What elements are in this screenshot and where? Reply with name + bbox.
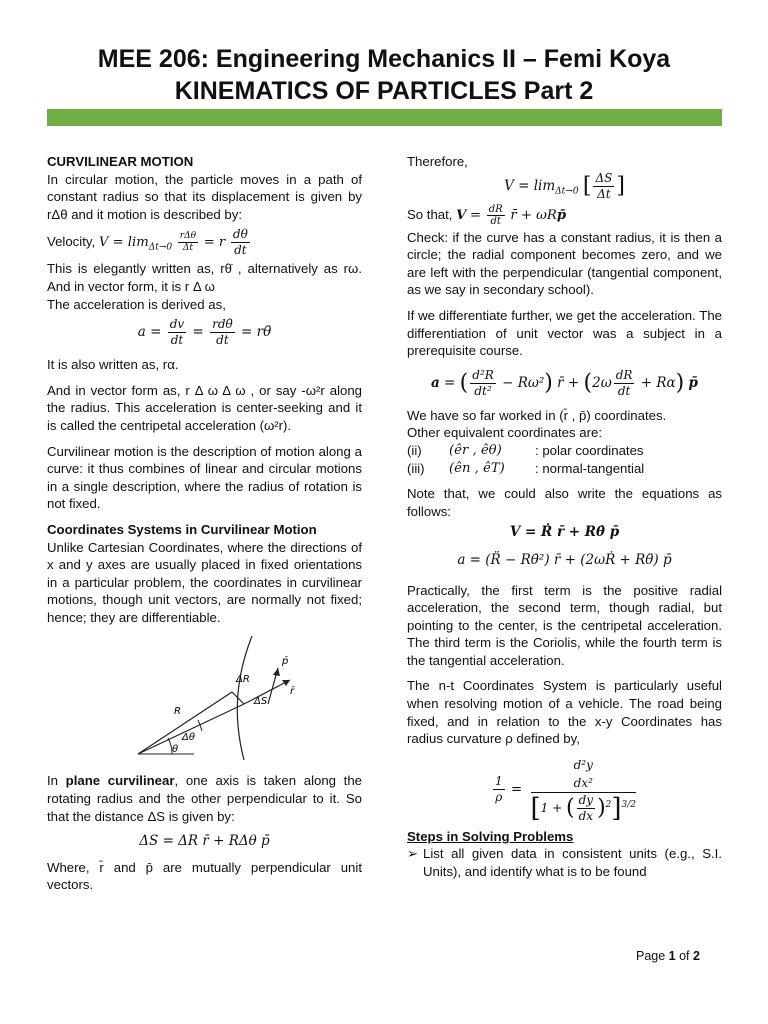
list-item-text: List all given data in consistent units (e.g., S.I. Units), and identify what is to be found [423, 846, 722, 880]
velocity-limit-equation: $V = \lim_{\Delta t\to 0}$ [ $\frac{\Delta S}{\Delta t}$ ] [504, 170, 625, 201]
bold-term: plane curvilinear [65, 773, 175, 789]
coordinate-item [407, 442, 722, 460]
current-page: 1 [668, 949, 676, 963]
heading-curvilinear-motion: CURVILINEAR MOTION [47, 154, 194, 169]
coordinate-pair: (ên , êT) [449, 460, 505, 476]
curvature-equation: $\frac{1}{\rho}$ = d²y dx² [1 + ( $\frac{dy}{dx}$ )$^2$]$^{3/2}$ [494, 757, 637, 824]
velocity-equation: Velocity, $V = \lim_{\Delta t\to 0}$ $\frac{\text{rΔθ}}{\Delta t}$ = r $\frac{d\theta}{dt}$ [47, 227, 248, 258]
text: In [47, 773, 66, 789]
figure-label-dtheta: Δθ [182, 732, 195, 744]
figure-label-dS: ΔS [254, 696, 268, 708]
velocity-vector-equation: So that, V = $\frac{dR}{dt}$ r̄ + ωRp̄ [407, 203, 567, 227]
paragraph: If we differentiate further, we get the acceleration. The differentiation of unit vector was a subject in a prerequisite course. [407, 307, 722, 359]
paragraph: Practically, the first term is the positive radial acceleration, the second term, though radial, but pointing to the center, is the centripetal acceleration. The third term is the Coriolis, while the fourth term is the tangential acceleration. [407, 582, 722, 668]
acceleration-equation: a = $\frac{dv}{dt}$ = $\frac{\text{rdθ̇}}{dt}$ = rθ̈ [137, 317, 272, 348]
figure-label-p: p̄ [282, 656, 289, 668]
figure-label-R: R [174, 706, 181, 718]
paragraph: This is elegantly written as, rθ̇ , alternatively as rω. And in vector form, it is r Δ ω [47, 261, 362, 294]
list-item [407, 845, 722, 880]
coordinate-description: : polar coordinates [535, 442, 644, 458]
paragraph: Therefore, [407, 154, 468, 169]
paragraph: The acceleration is derived as, [47, 296, 226, 312]
coordinate-number: (iii) [407, 460, 425, 476]
paragraph: Note that, we could also write the equations as follows: [407, 486, 722, 519]
text: Page [636, 949, 669, 963]
paragraph: It is also written as, rα. [47, 357, 179, 373]
text: , one axis is taken along the rotating radius and the other perpendicular to it. So that the distance ΔS is given by: [47, 773, 362, 824]
document-title: MEE 206: Engineering Mechanics II – Femi Koya [97, 45, 671, 73]
acceleration-dot-equation: a = (R̈ − Rθ̇²) r̄ + (2ωṘ + Rθ̈) p̄ [457, 551, 672, 568]
paragraph: Where, r̄ and p̄ are mutually perpendicular unit vectors. [47, 859, 362, 893]
paragraph: Other equivalent coordinates are: [407, 425, 602, 441]
heading-steps: Steps in Solving Problems [407, 828, 574, 844]
coordinate-description: : normal-tangential [535, 460, 645, 476]
arrow-bullet-icon: ➢ [407, 846, 419, 862]
text: of [675, 949, 693, 963]
acceleration-vector-equation: a = ( $\frac{\text{d²R}}{\text{dt²}}$ − Rω²) r̄ + (2ω $\frac{dR}{dt}$ + Rα) p̄ [431, 367, 698, 398]
paragraph: We have so far worked in (r̄ , p̄) coordinates. [407, 407, 667, 423]
paragraph: In circular motion, the particle moves in a path of constant radius so that its displacement is given by rΔθ and it motion is described by: [47, 171, 362, 222]
accent-bar [47, 109, 722, 126]
paragraph: The n-t Coordinates System is particularly useful when resolving motion of a vehicle. The road being fixed, and in relation to the x-y Coordinates has radius curvature ρ defined by, [407, 678, 722, 747]
displacement-equation: ΔS = ΔR r̄ + RΔθ p̄ [139, 833, 270, 850]
document-subtitle: KINEMATICS OF PARTICLES Part 2 [174, 77, 594, 105]
paragraph [47, 772, 362, 825]
curvilinear-diagram-figure [132, 634, 322, 762]
paragraph: Check: if the curve has a constant radius, it is then a circle; the radial component becomes zero, and we are left with the perpendicular (tangential component, as we say in secondary school). [407, 229, 722, 298]
page-number [636, 949, 700, 963]
figure-label-theta: θ [172, 744, 179, 756]
coordinate-item [407, 460, 722, 478]
velocity-dot-equation: V = Ṙ r̄ + Rθ̇ p̄ [509, 524, 620, 541]
right-column [407, 153, 722, 881]
heading-coordinate-systems: Coordinates Systems in Curvilinear Motion [47, 521, 317, 537]
figure-label-r: r̄ [290, 686, 295, 698]
coordinate-pair: (êr , êθ) [449, 442, 502, 458]
paragraph: Curvilinear motion is the description of motion along a curve: it thus combines of linear and circular motions in a single description, where the radius of rotation is not fixed. [47, 443, 362, 512]
total-pages: 2 [693, 949, 700, 963]
left-column [47, 153, 362, 902]
figure-label-dR: ΔR [236, 674, 250, 686]
paragraph: And in vector form as, r Δ ω Δ ω , or say -ω²r along the radius. This acceleration is center-seeking and it is called the centripetal acceleration (ω²r). [47, 382, 362, 433]
text: So that, [407, 206, 453, 222]
coordinate-number: (ii) [407, 442, 422, 458]
velocity-label: Velocity, [47, 234, 96, 250]
paragraph: Unlike Cartesian Coordinates, where the directions of x and y axes are usually placed in fixed orientations in a particular problem, the coordinates in curvilinear motions, though unit vectors, are normally not fixed; hence; they are differentiable. [47, 539, 362, 625]
